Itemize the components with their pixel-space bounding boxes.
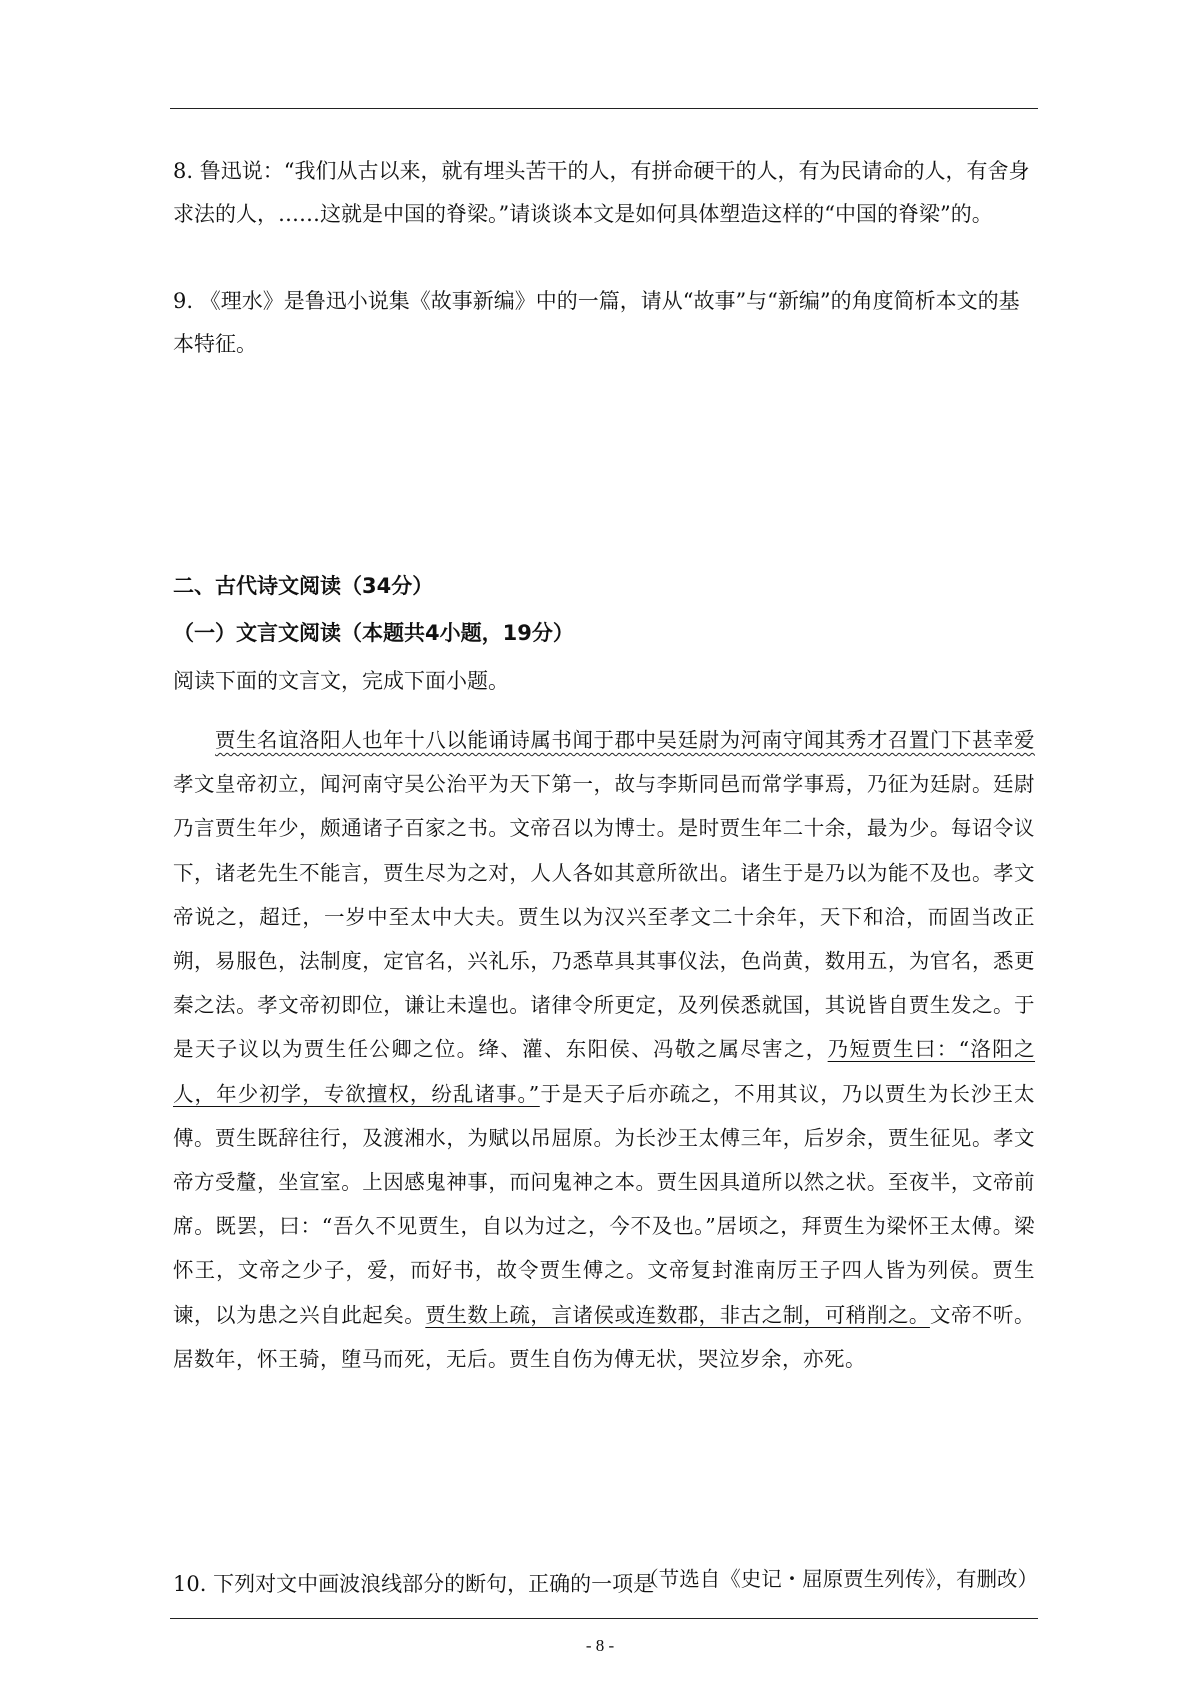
passage-text: 孝文皇帝初立，闻河南守吴公治平为天下第一，故与李斯同邑而常学事焉，乃征为廷尉。廷尉乃言贾生年少，颇通诸子百家之书。文帝召以为博士。是时贾生年二十余，最为少。每诏令议下，诸老先生不能言，贾生尽为之对，人人各如其意所欲出。诸生于是乃以为能不及也。孝文帝说之，超迁，一岁中至太中大夫。贾生以为汉兴至孝文二十余年，天下和洽，而固当改正朔，易服色，法制度，定官名，兴礼乐，乃悉草具其事仪法，色尚黄，数用五，为官名，悉更秦之法。孝文帝初即位，谦让未遑也。诸律令所更定，及列侯悉就国，其说皆自贾生发之。于是天子议以为贾生任公卿之位。绛、灌、东阳侯、冯敬之属尽害之， — [173, 772, 1035, 1062]
section-title: 二、古代诗文阅读（34分） — [173, 574, 434, 598]
question-10: 10. 下列对文中画波浪线部分的断句，正确的一项是 — [173, 1572, 655, 1596]
underlined-sentence-2: 贾生数上疏，言诸侯或连数郡，非古之制，可稍削之。 — [425, 1302, 930, 1327]
instruction-text: 阅读下面的文言文，完成下面小题。 — [173, 669, 509, 693]
subsection-title: （一）文言文阅读（本题共4小题，19分） — [173, 621, 574, 645]
question-8: 8. 鲁迅说：“我们从古以来，就有埋头苦干的人，有拼命硬干的人，有为民请命的人，有舍身求法的人，……这就是中国的脊梁。”请谈谈本文是如何具体塑造这样的“中国的脊梁”的。 — [173, 159, 1030, 226]
passage-text: 于是天子后亦疏之，不用其议，乃以贾生为长沙王太傅。贾生既辞往行，及渡湘水，为赋以吊屈原。为长沙王太傅三年，后岁余，贾生征见。孝文帝方受釐，坐宣室。上因感鬼神事，而问鬼神之本。贾生因具道所以然之状。至夜半，文帝前席。既罢，曰：“吾久不见贾生，自以为过之，今不及也。”居顷之，拜贾生为梁怀王太傅。梁怀王，文帝之少子，爱，而好书，故令贾生傅之。文帝复封淮南厉王子四人皆为列侯。贾生谏，以为患之兴自此起矣。 — [173, 1081, 1036, 1327]
source-citation: （节选自《史记・屈原贾生列传》，有删改） — [638, 1567, 1038, 1591]
footer-rule — [170, 1618, 1038, 1619]
page-number: - 8 - — [585, 1636, 615, 1655]
underlined-sentence-1: 乃短贾生曰：“洛阳之人，年少初学，专欲擅权，纷乱诸事。” — [173, 1037, 1036, 1106]
header-rule — [170, 108, 1038, 109]
wavy-underlined-text: 贾生名谊洛阳人也年十八以能诵诗属书闻于郡中吴廷尉为河南守闻其秀才召置门下甚幸爱 — [215, 728, 1035, 752]
question-9: 9. 《理水》是鲁迅小说集《故事新编》中的一篇，请从“故事”与“新编”的角度简析本文的基本特征。 — [173, 289, 1020, 356]
classical-passage — [173, 718, 1035, 1381]
passage-text: 文帝不听。居数年，怀王骑，堕马而死，无后。贾生自伤为傅无状，哭泣岁余，亦死。 — [173, 1302, 1036, 1371]
